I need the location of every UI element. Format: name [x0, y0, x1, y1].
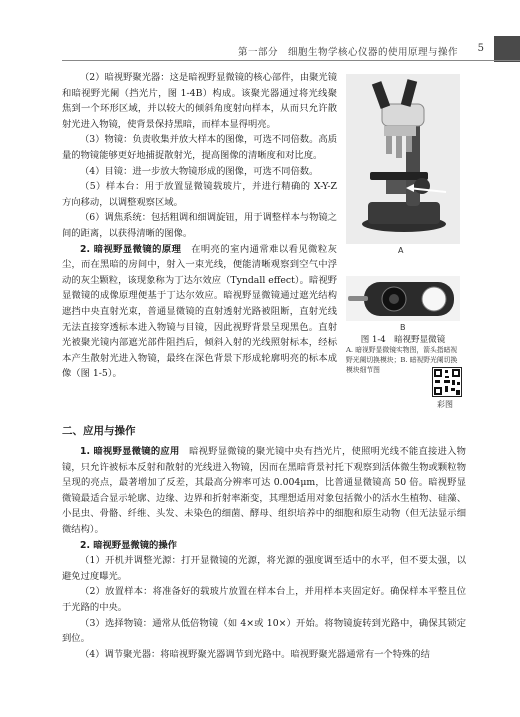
- operation-heading: 2. 暗视野显微镜的操作: [80, 539, 177, 551]
- paragraph-step-4: （4）调节聚光器：将暗视野聚光器调节到光路中。暗视野聚光器通常有一个特殊的结: [80, 648, 430, 660]
- paragraph-application: [62, 444, 466, 538]
- paragraph-eyepiece: （4）目镜：进一步放大物镜形成的图像，可选不同倍数。: [80, 165, 319, 177]
- full-width-text: [62, 444, 466, 662]
- paragraph-focus: （6）调焦系统：包括粗调和细调旋钮，用于调整样本与物镜之间的距离，以获得清晰的图像。: [62, 212, 337, 239]
- paragraph-stage: （5）样本台：用于放置显微镜载玻片，并进行精确的 X-Y-Z 方向移动，以调整观察区域。: [62, 181, 337, 208]
- application-text: 暗视野显微镜的聚光镜中央有挡光片，使照明光线不能直接进入物镜，只允许被标本反射和散射的光线进入物镜，因而在黑暗背景衬托下观察到活体微生物或颗粒物呈现的亮点，最著增加了反差，其最高分辨率可达 0.004μm，比普通显微镜高 50 倍。暗视野显微镜最适合显示轮廓、边缘、边界和折射率渐变，其理想适用对象包括微小的活水生植物、硅藻、小昆虫、骨骼、纤维、头发、未染色的细菌、酵母、组织培养中的细胞和原生动物（但无法显示细微结构）。: [62, 446, 466, 535]
- page-number: 5: [477, 43, 484, 54]
- running-title: 第一部分 细胞生物学核心仪器的使用原理与操作: [237, 47, 458, 58]
- darkfield-slider-illustration: [346, 276, 460, 321]
- paragraph-step-3: （3）选择物镜：通常从低倍物镜（如 4×或 10×）开始。将物镜旋转到光路中，确保其锁定到位。: [62, 617, 466, 645]
- application-heading: 1. 暗视野显微镜的应用: [80, 446, 180, 457]
- paragraph-condenser: （2）暗视野聚光器：这是暗视野显微镜的核心部件，由聚光镜和暗视野光阑（挡光片，图 1-4B）构成。该聚光器通过将光线聚焦到一个环形区域，并以较大的倾斜角度射向样本，从而只允许散射光进入物镜，使背景保持黑暗，而样本显得明亮。: [62, 72, 337, 130]
- paragraph-step-1: （1）开机并调整光源：打开显微镜的光源，将光源的强度调至适中的水平，但不要太强，以避免过度曝光。: [62, 555, 466, 582]
- operation-heading-line: [62, 538, 466, 554]
- side-tab: [494, 36, 520, 62]
- principle-heading: 2. 暗视野显微镜的原理: [80, 243, 182, 255]
- qr-code-label: 彩图: [437, 400, 453, 409]
- section-heading: 二、应用与操作: [62, 425, 136, 437]
- paragraph-principle: [62, 242, 337, 382]
- figure-a-microscope-photo: [346, 74, 460, 255]
- figure-caption-note: A. 暗视野显微镜实物图，箭头指暗视野光阑切换模块；B. 暗视野光阑切换模块细节图: [346, 346, 458, 374]
- figure-b-module-photo: [346, 276, 460, 332]
- page-header: [0, 0, 520, 62]
- header-rule: [62, 60, 520, 61]
- figure-caption-title: 图 1-4 暗视野显微镜: [360, 335, 446, 345]
- paragraph-objective: （3）物镜：负责收集并放大样本的图像，可选不同倍数。高质量的物镜能够更好地捕捉散射光，提高图像的清晰度和对比度。: [62, 134, 337, 161]
- figure-a-label: A: [398, 246, 404, 255]
- microscope-illustration: [346, 74, 460, 244]
- paragraph-step-2: （2）放置样本：将准备好的载玻片放置在样本台上，并用样本夹固定好。确保样本平整且位于光路的中央。: [62, 586, 466, 613]
- qr-code-icon: [433, 368, 461, 396]
- figure-b-label: B: [400, 323, 406, 332]
- qr-code[interactable]: [432, 367, 462, 397]
- left-column-text: [62, 70, 337, 382]
- principle-text: 在明亮的室内通常难以看见微粒灰尘，而在黑暗的房间中，射入一束光线，便能清晰观察到空气中浮动的灰尘颗粒，该现象称为丁达尔效应（Tyndall effect）。暗视野显微镜的成像原理便基于丁达尔效应。暗视野显微镜通过遮光结构遮挡中央直射光束，普通显微镜的直射透射光路被阻断，直射光线无法直接穿透标本进入物镜与目镜，因此视野背景呈现黑色。直射光被聚光镜内部遮光部件阻挡后，倾斜入射的光线照射标本，经标本产生散射光进入物镜，最终在深色背景下形成轮廓明亮的标本成像（图 1-5）。: [62, 243, 337, 380]
